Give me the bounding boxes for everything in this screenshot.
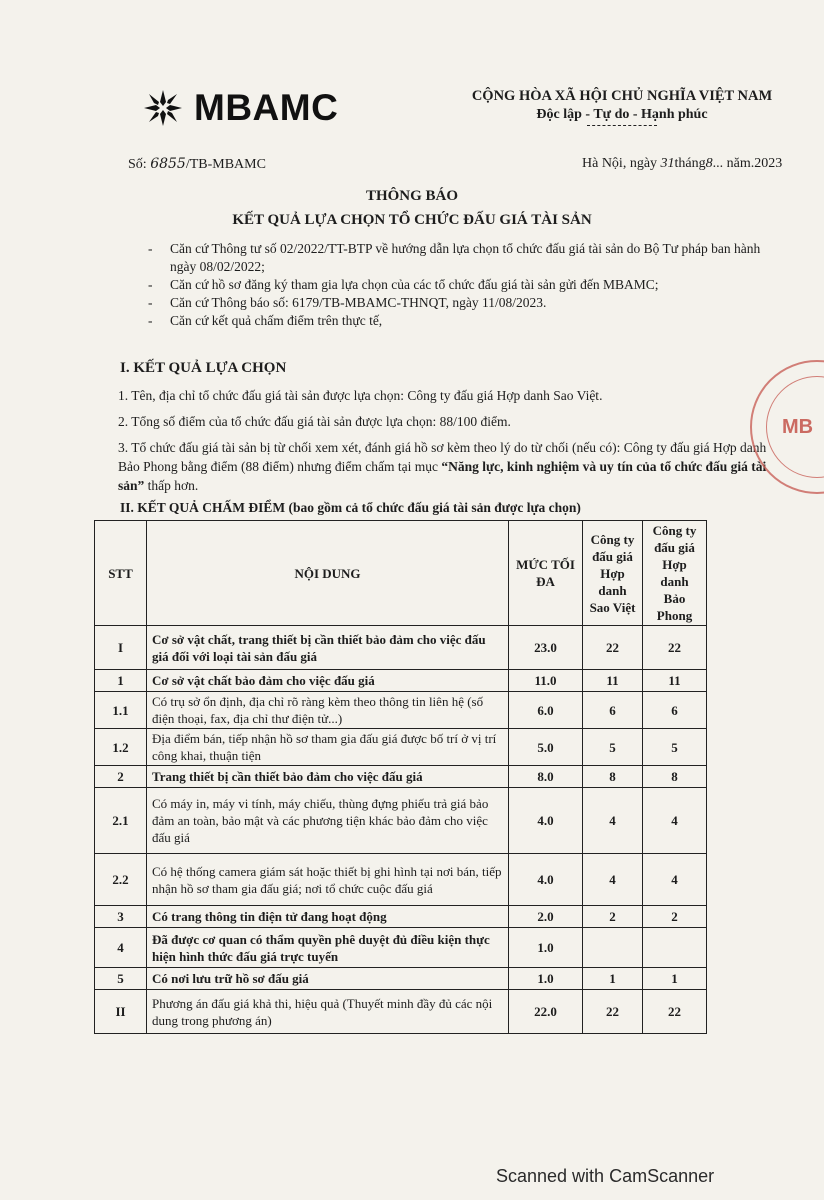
header-bao-phong: Công ty đấu giá Hợp danh Bảo Phong — [643, 521, 707, 626]
seal-text: MB — [782, 416, 814, 438]
table-row — [95, 670, 707, 692]
row-max: 1.0 — [509, 928, 583, 968]
row-score-bao-phong: 22 — [643, 626, 707, 670]
doc-no-label: Số: — [128, 157, 147, 172]
section-2-heading: II. KẾT QUẢ CHẤM ĐIỂM (bao gồm cả tổ chức đấu giá tài sản được lựa chọn) — [120, 500, 581, 515]
table-row — [95, 729, 707, 766]
row-stt: 4 — [95, 928, 147, 968]
legal-basis-item: - Căn cứ hồ sơ đăng ký tham gia lựa chọn của các tổ chức đấu giá tài sản gửi đến MBAMC; — [148, 277, 659, 292]
country-line: CỘNG HÒA XÃ HỘI CHỦ NGHĨA VIỆT NAM — [471, 88, 773, 104]
row-content: Phương án đấu giá khả thi, hiệu quả (Thuyết minh đầy đủ các nội dung trong phương án) — [147, 990, 509, 1034]
row-content: Có nơi lưu trữ hồ sơ đấu giá — [147, 968, 509, 990]
company-logo — [140, 86, 338, 130]
legal-basis-item: - Căn cứ kết quả chấm điểm trên thực tế, — [148, 313, 383, 328]
document-number — [128, 156, 266, 173]
section-1-para-3: 3. Tổ chức đấu giá tài sản bị từ chối xem xét, đánh giá hồ sơ kèm theo lý do từ chối (nếu có): Công ty đấu giá Hợp danh Bảo Phong bằng điểm (88 điểm) nhưng điểm chấm tại mục “Năng lực, kinh nghiệm và uy tín của tổ chức đấu giá tài sản” thấp hơn. — [118, 440, 767, 493]
row-content: Đã được cơ quan có thẩm quyền phê duyệt đủ điều kiện thực hiện hình thức đấu giá trực tuyến — [147, 928, 509, 968]
row-score-sao-viet: 2 — [583, 906, 643, 928]
row-stt: 3 — [95, 906, 147, 928]
motto-divider — [587, 125, 657, 126]
doc-no-number: 6855 — [150, 156, 186, 172]
row-max: 22.0 — [509, 990, 583, 1034]
row-max: 2.0 — [509, 906, 583, 928]
table-row — [95, 854, 707, 906]
row-stt: I — [95, 626, 147, 670]
table-row — [95, 990, 707, 1034]
doc-subtitle: KẾT QUẢ LỰA CHỌN TỔ CHỨC ĐẤU GIÁ TÀI SẢN — [232, 212, 592, 228]
row-content: Có máy in, máy vi tính, máy chiếu, thùng đựng phiếu trả giá bảo đảm an toàn, bảo mật và các phương tiện khác bảo đảm cho việc đấu giá — [147, 788, 509, 854]
row-score-sao-viet: 22 — [583, 626, 643, 670]
header-max: MỨC TỐI ĐA — [509, 521, 583, 626]
row-stt: 2.1 — [95, 788, 147, 854]
row-score-sao-viet — [583, 928, 643, 968]
row-score-bao-phong: 22 — [643, 990, 707, 1034]
row-content: Có trụ sở ổn định, địa chỉ rõ ràng kèm theo thông tin liên hệ (số điện thoại, fax, địa chỉ thư điện tử...) — [147, 692, 509, 729]
row-score-bao-phong: 4 — [643, 854, 707, 906]
row-content: Cơ sở vật chất, trang thiết bị cần thiết bảo đảm cho việc đấu giá đối với loại tài sản đấu giá — [147, 626, 509, 670]
legal-basis-item: - Căn cứ Thông báo số: 6179/TB-MBAMC-THNQT, ngày 11/08/2023. — [148, 295, 547, 310]
table-row — [95, 928, 707, 968]
row-stt: 2.2 — [95, 854, 147, 906]
doc-no-suffix: /TB-MBAMC — [185, 157, 266, 172]
row-content: Địa điểm bán, tiếp nhận hồ sơ tham gia đấu giá được bố trí ở vị trí công khai, thuận tiện — [147, 729, 509, 766]
date-year: ... năm.2023 — [712, 156, 783, 171]
table-row — [95, 968, 707, 990]
row-score-bao-phong: 5 — [643, 729, 707, 766]
row-max: 6.0 — [509, 692, 583, 729]
row-score-bao-phong: 8 — [643, 766, 707, 788]
row-max: 1.0 — [509, 968, 583, 990]
row-score-sao-viet: 5 — [583, 729, 643, 766]
row-score-bao-phong: 11 — [643, 670, 707, 692]
camscanner-footer: Scanned with CamScanner — [496, 1166, 715, 1186]
row-score-bao-phong: 1 — [643, 968, 707, 990]
row-score-sao-viet: 8 — [583, 766, 643, 788]
row-max: 4.0 — [509, 788, 583, 854]
national-motto — [462, 88, 782, 126]
row-score-bao-phong: 2 — [643, 906, 707, 928]
row-max: 11.0 — [509, 670, 583, 692]
row-max: 4.0 — [509, 854, 583, 906]
header-content: NỘI DUNG — [147, 521, 509, 626]
row-content: Cơ sở vật chất bảo đảm cho việc đấu giá — [147, 670, 509, 692]
date-prefix: Hà Nội, ngày — [582, 156, 658, 171]
row-score-bao-phong: 6 — [643, 692, 707, 729]
section-1-heading: I. KẾT QUẢ LỰA CHỌN — [120, 360, 287, 376]
row-max: 5.0 — [509, 729, 583, 766]
date-month-label: tháng — [674, 156, 706, 171]
score-table — [94, 520, 707, 1034]
row-content: Trang thiết bị cần thiết bảo đảm cho việc đấu giá — [147, 766, 509, 788]
row-score-sao-viet: 1 — [583, 968, 643, 990]
row-score-sao-viet: 4 — [583, 788, 643, 854]
document-date — [582, 156, 782, 172]
date-day: 31 — [660, 156, 675, 171]
row-stt: 1.1 — [95, 692, 147, 729]
row-score-sao-viet: 4 — [583, 854, 643, 906]
row-max: 23.0 — [509, 626, 583, 670]
logo-text: MBAMC — [194, 87, 339, 128]
row-score-bao-phong: 4 — [643, 788, 707, 854]
row-content: Có trang thông tin điện tử đang hoạt động — [147, 906, 509, 928]
row-content: Có hệ thống camera giám sát hoặc thiết bị ghi hình tại nơi bán, tiếp nhận hồ sơ tham gia đấu giá; nơi tổ chức cuộc đấu giá — [147, 854, 509, 906]
table-row — [95, 692, 707, 729]
table-row — [95, 788, 707, 854]
table-row — [95, 906, 707, 928]
row-score-sao-viet: 22 — [583, 990, 643, 1034]
row-stt: 1.2 — [95, 729, 147, 766]
section-1-para-2: 2. Tổng số điểm của tổ chức đấu giá tài sản được lựa chọn: 88/100 điểm. — [118, 414, 511, 429]
header-stt: STT — [95, 521, 147, 626]
row-score-bao-phong — [643, 928, 707, 968]
row-stt: II — [95, 990, 147, 1034]
legal-basis-item: - Căn cứ Thông tư số 02/2022/TT-BTP về hướng dẫn lựa chọn tổ chức đấu giá tài sản do Bộ Tư pháp ban hành ngày 08/02/2022; — [148, 241, 761, 274]
doc-title: THÔNG BÁO — [365, 188, 459, 204]
mbamc-star-icon — [140, 86, 186, 130]
table-row — [95, 766, 707, 788]
row-score-sao-viet: 6 — [583, 692, 643, 729]
table-row — [95, 626, 707, 670]
row-stt: 1 — [95, 670, 147, 692]
motto-line: Độc lập - Tự do - Hạnh phúc — [536, 107, 708, 122]
row-stt: 2 — [95, 766, 147, 788]
table-header-row — [95, 521, 707, 626]
date-month: 8 — [705, 156, 713, 171]
legal-bases-list — [148, 240, 788, 330]
row-max: 8.0 — [509, 766, 583, 788]
row-stt: 5 — [95, 968, 147, 990]
section-1-para-1: 1. Tên, địa chỉ tổ chức đấu giá tài sản được lựa chọn: Công ty đấu giá Hợp danh Sao Việt. — [118, 388, 603, 403]
header-sao-viet: Công ty đấu giá Hợp danh Sao Việt — [583, 521, 643, 626]
row-score-sao-viet: 11 — [583, 670, 643, 692]
